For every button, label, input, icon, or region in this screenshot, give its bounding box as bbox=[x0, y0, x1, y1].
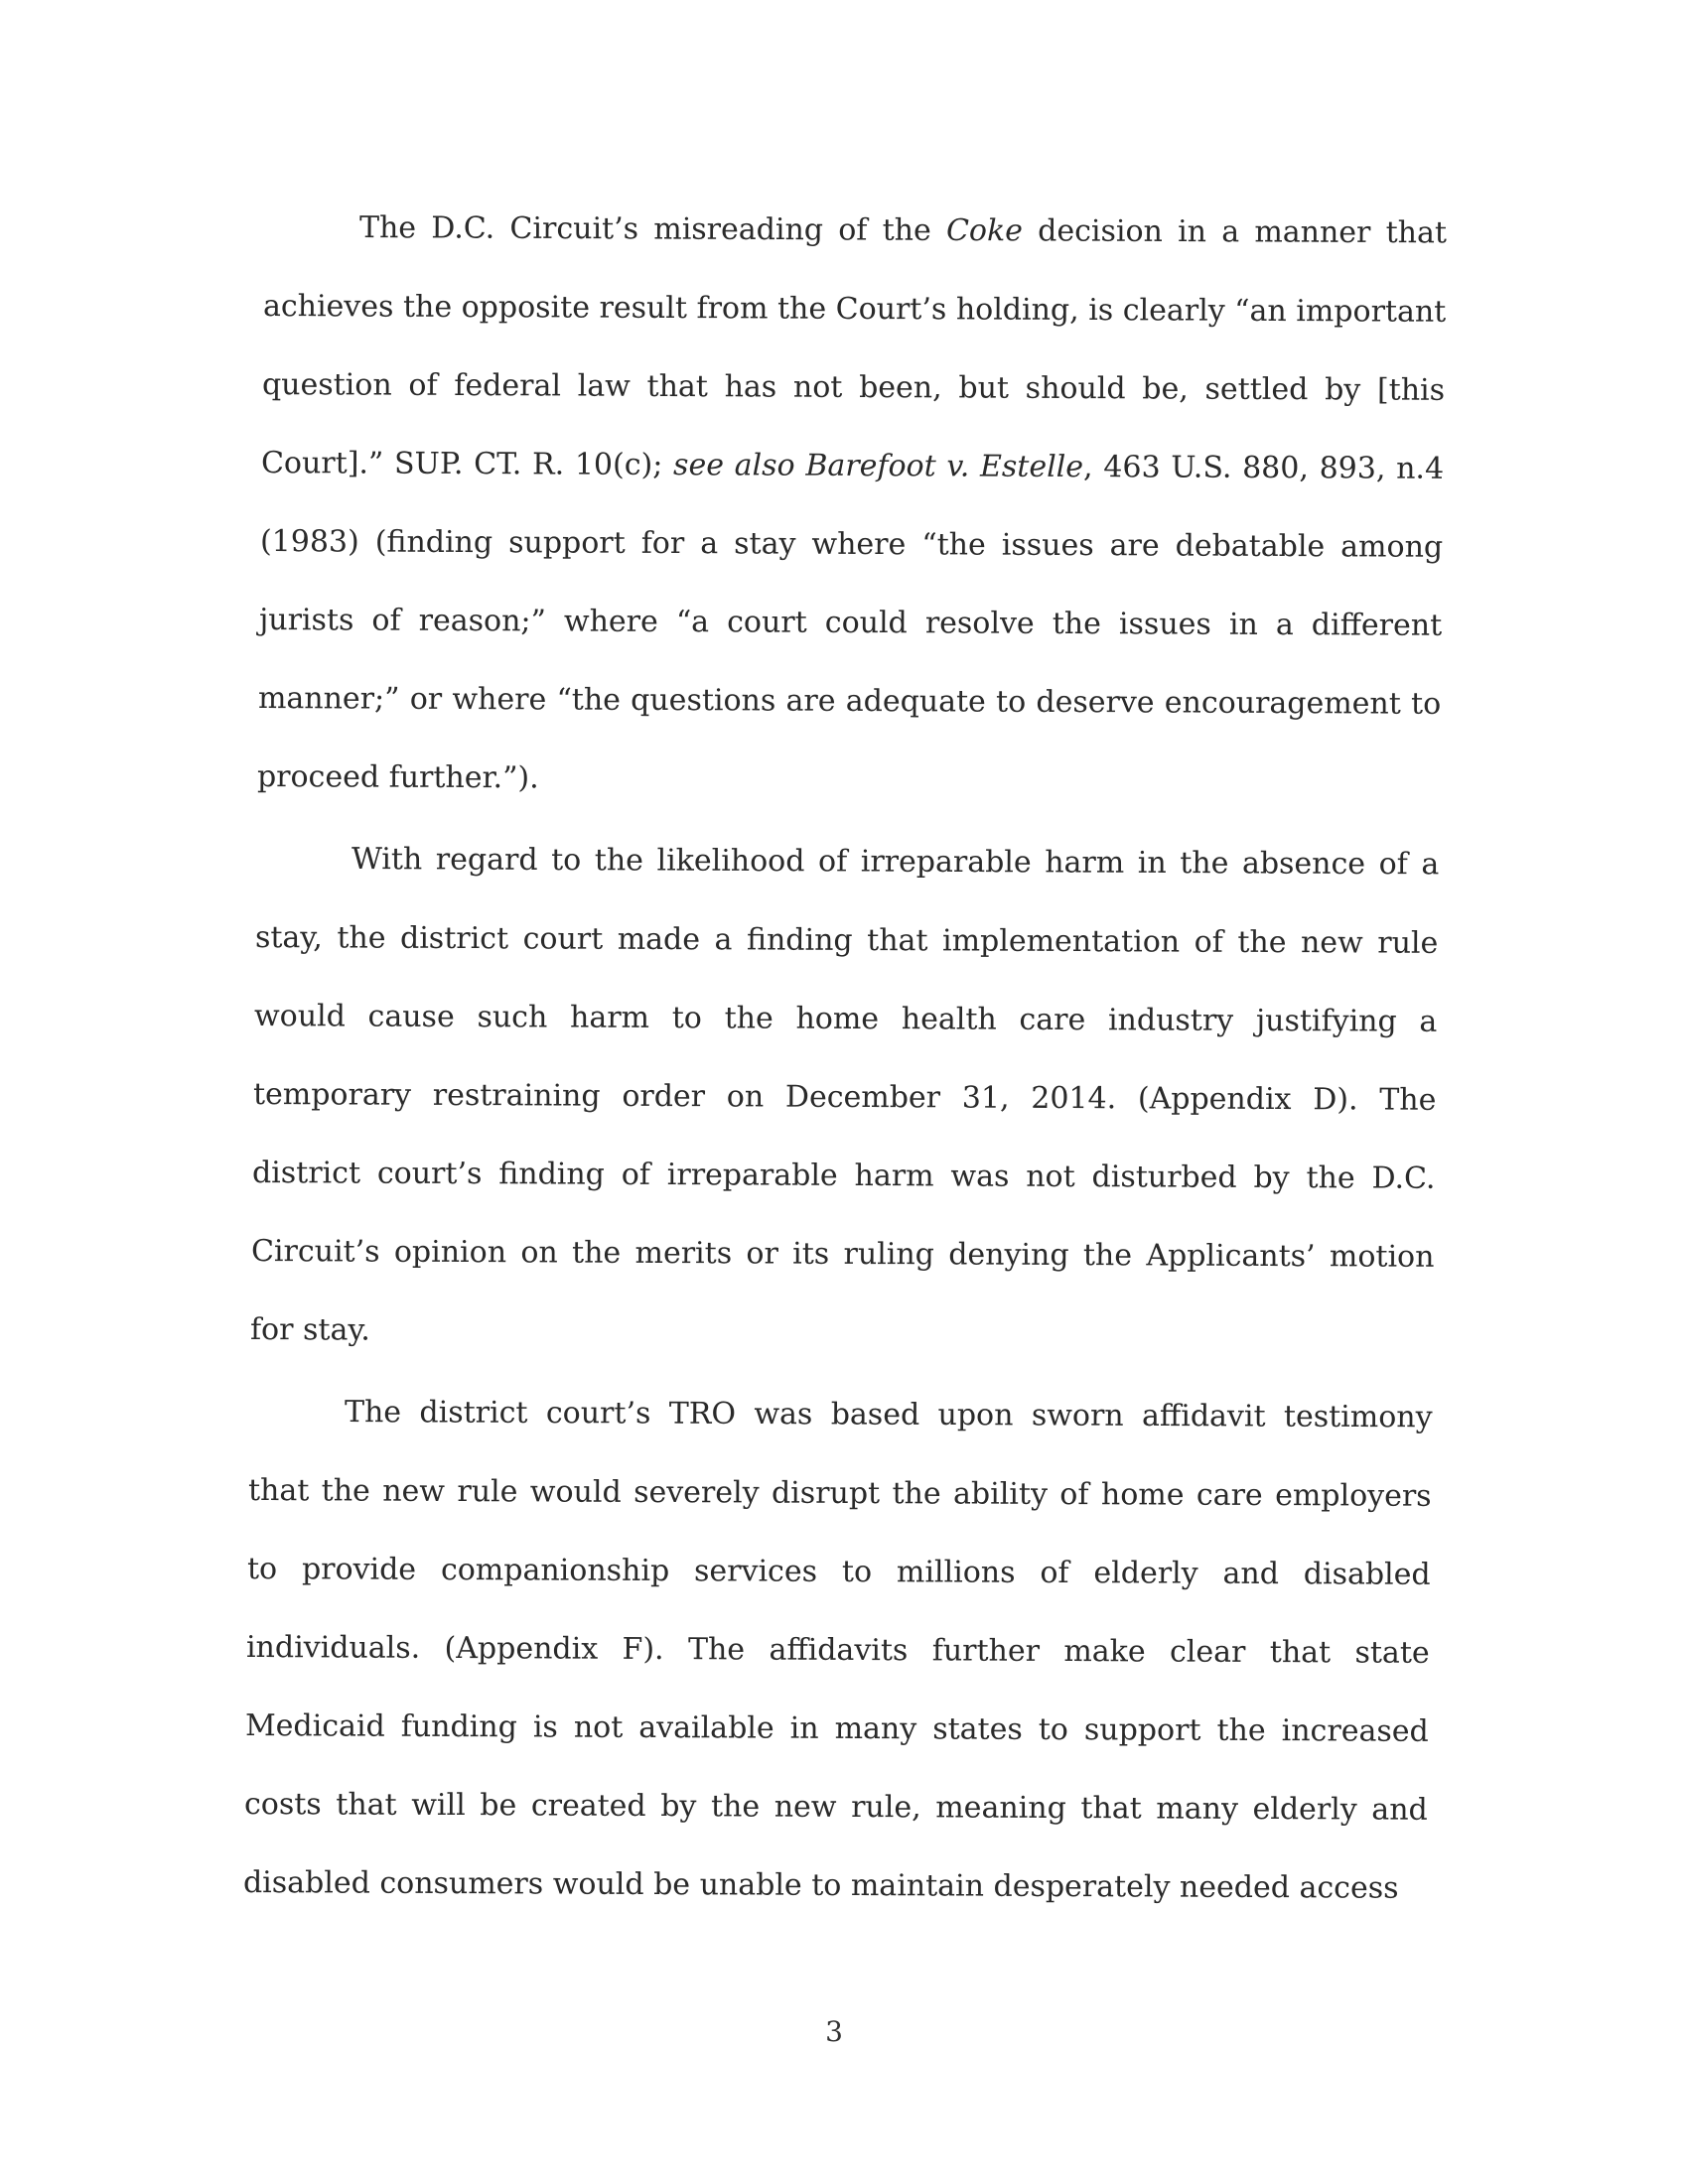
italic-citation: Coke bbox=[945, 212, 1024, 249]
text-segment: disabled consumers would be unable to maintain desperately needed access bbox=[243, 1865, 1399, 1906]
text-segment: that the new rule would severely disrupt the ability of home care employers bbox=[248, 1473, 1432, 1514]
text-line bbox=[252, 1156, 1436, 1197]
italic-citation: see also Barefoot v. Estelle bbox=[673, 448, 1084, 485]
text-line bbox=[261, 446, 1444, 487]
text-segment: Medicaid funding is not available in many states to support the increased bbox=[245, 1708, 1429, 1749]
text-segment: to provide companionship services to millions of elderly and disabled bbox=[247, 1552, 1431, 1592]
text-line bbox=[243, 1865, 1427, 1907]
text-segment: The district court’s TRO was based upon sworn affidavit testimony bbox=[344, 1395, 1433, 1435]
text-line bbox=[254, 999, 1438, 1040]
text-line bbox=[257, 759, 1440, 801]
text-line bbox=[251, 1234, 1435, 1276]
text-line bbox=[245, 1708, 1429, 1750]
text-segment: proceed further.”). bbox=[256, 759, 539, 796]
text-segment: district court’s finding of irreparable harm was not disturbed by the D.C. bbox=[252, 1156, 1436, 1196]
text-line bbox=[345, 1395, 1433, 1435]
text-line bbox=[262, 367, 1445, 409]
text-line bbox=[258, 681, 1441, 723]
text-line bbox=[260, 524, 1443, 566]
text-line bbox=[253, 1077, 1437, 1119]
text-segment: question of federal law that has not been, but should be, settled by [this bbox=[261, 367, 1446, 408]
text-line bbox=[352, 842, 1439, 883]
text-segment: temporary restraining order on December 31, 2014. (Appendix D). The bbox=[252, 1077, 1437, 1118]
text-line bbox=[255, 920, 1439, 962]
text-segment: jurists of reason;” where “a court could resolve the issues in a different bbox=[258, 603, 1443, 643]
text-segment: The D.C. Circuit’s misreading of the bbox=[358, 210, 947, 248]
text-segment: individuals. (Appendix F). The affidavits further make clear that state bbox=[246, 1630, 1430, 1671]
text-segment: for stay. bbox=[250, 1312, 371, 1348]
text-line bbox=[359, 210, 1447, 251]
text-segment: costs that will be created by the new rule, meaning that many elderly and bbox=[244, 1787, 1428, 1828]
text-segment: achieves the opposite result from the Court’s holding, is clearly “an important bbox=[262, 289, 1447, 330]
text-segment: stay, the district court made a finding that implementation of the new rule bbox=[254, 920, 1439, 961]
text-segment: would cause such harm to the home health care industry justifying a bbox=[253, 999, 1438, 1039]
text-line bbox=[244, 1787, 1428, 1829]
text-line bbox=[248, 1473, 1432, 1515]
text-segment: (1983) (finding support for a stay where “the issues are debatable among bbox=[259, 524, 1444, 565]
text-line bbox=[246, 1630, 1430, 1672]
page-number: 3 bbox=[825, 2015, 843, 2048]
text-line bbox=[250, 1312, 1434, 1354]
text-segment: decision in a manner that bbox=[1022, 213, 1448, 251]
text-line bbox=[263, 289, 1446, 331]
text-line bbox=[247, 1552, 1431, 1593]
text-line bbox=[259, 603, 1442, 644]
text-segment: Court].” SUP. CT. R. 10(c); bbox=[260, 446, 674, 483]
text-segment: Circuit’s opinion on the merits or its ruling denying the Applicants’ motion bbox=[251, 1234, 1435, 1275]
text-segment: , 463 U.S. 880, 893, n.4 bbox=[1083, 450, 1445, 486]
text-segment: manner;” or where “the questions are adequate to deserve encouragement to bbox=[257, 681, 1442, 722]
text-segment: With regard to the likelihood of irreparable harm in the absence of a bbox=[351, 842, 1440, 883]
